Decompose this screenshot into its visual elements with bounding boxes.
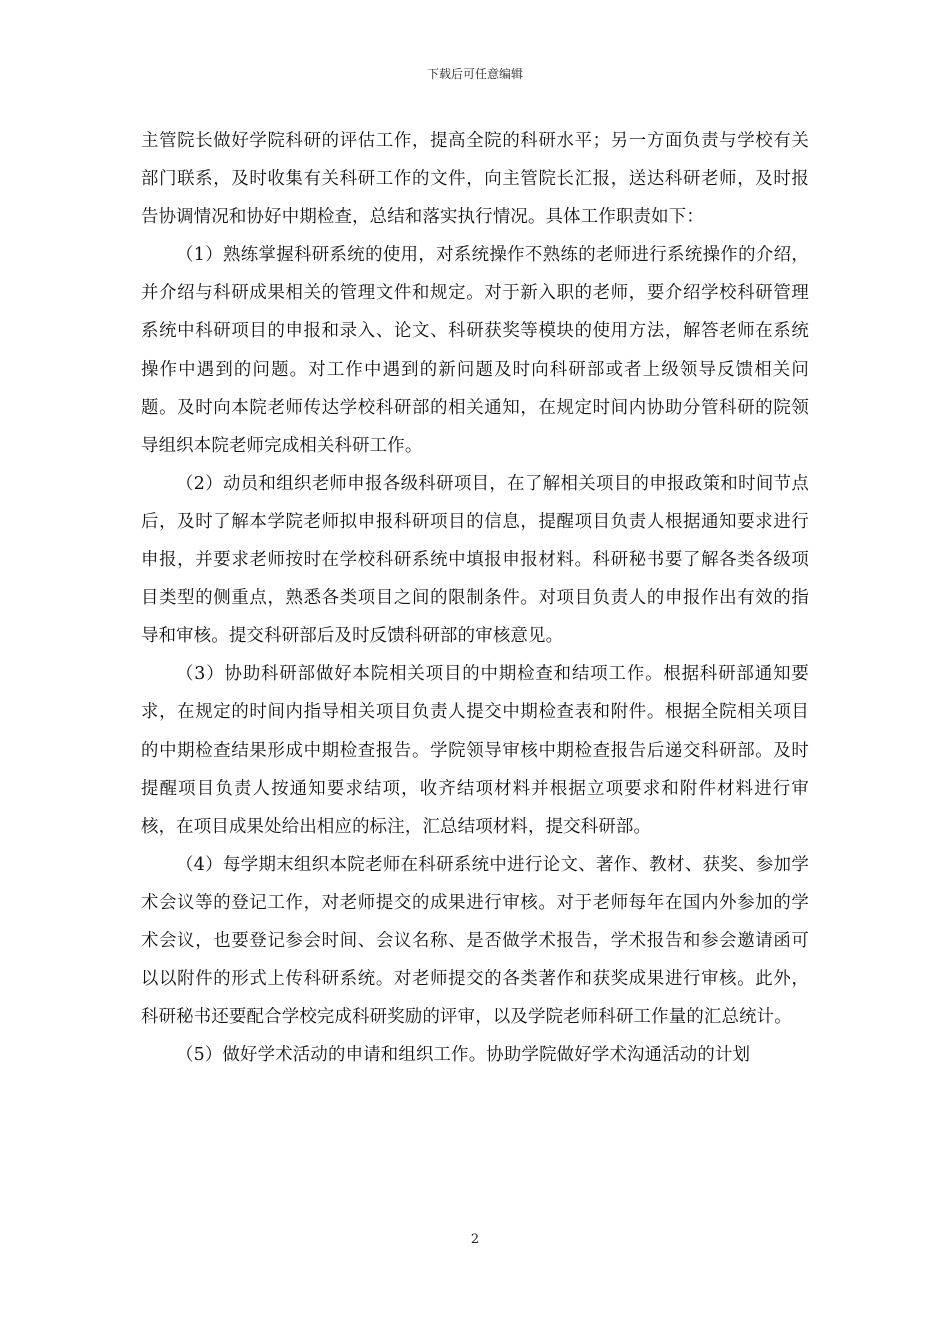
document-body [141, 122, 809, 1074]
page-header: 下载后可任意编辑 [426, 67, 523, 81]
body-paragraph-continued: 主管院长做好学院科研的评估工作，提高全院的科研水平；另一方面负责与学校有关部门联系，及时收集有关科研工作的文件，向主管院长汇报，送达科研老师，及时报告协调情况和协好中期检查，总结和落实执行情况。具体工作职责如下： [141, 131, 809, 228]
body-paragraph-item-5: （5）做好学术活动的申请和组织工作。协助学院做好学术沟通活动的计划 [176, 1045, 751, 1066]
body-paragraph-item-3: （3）协助科研部做好本院相关项目的中期检查和结项工作。根据科研部通知要求，在规定的时间内指导相关项目负责人提交中期检查表和附件。根据全院相关项目的中期检查结果形成中期检查报告。学院领导审核中期检查报告后递交科研部。及时提醒项目负责人按通知要求结项，收齐结项材料并根据立项要求和附件材料进行审核，在项目成果处给出相应的标注，汇总结项材料，提交科研部。 [141, 664, 809, 837]
body-paragraph-item-4: （4）每学期末组织本院老师在科研系统中进行论文、著作、教材、获奖、参加学术会议等的登记工作，对老师提交的成果进行审核。对于老师每年在国内外参加的学术会议，也要登记参会时间、会议名称、是否做学术报告，学术报告和参会邀请函可以以附件的形式上传科研系统。对老师提交的各类著作和获奖成果进行审核。此外，科研秘书还要配合学校完成科研奖励的评审，以及学院老师科研工作量的汇总统计。 [141, 854, 809, 1028]
body-paragraph-item-2: （2）动员和组织老师申报各级科研项目，在了解相关项目的申报政策和时间节点后，及时了解本学院老师拟申报科研项目的信息，提醒项目负责人根据通知要求进行申报，并要求老师按时在学校科研系统中填报申报材料。科研秘书要了解各类各级项目类型的侧重点，熟悉各类项目之间的限制条件。对项目负责人的申报作出有效的指导和审核。提交科研部后及时反馈科研部的审核意见。 [141, 473, 809, 647]
page-number: 2 [470, 1232, 480, 1247]
body-paragraph-item-1: （1）熟练掌握科研系统的使用，对系统操作不熟练的老师进行系统操作的介绍，并介绍与科研成果相关的管理文件和规定。对于新入职的老师，要介绍学校科研管理系统中科研项目的申报和录入、论文、科研获奖等模块的使用方法，解答老师在系统操作中遇到的问题。对工作中遇到的新问题及时向科研部或者上级领导反馈相关问题。及时向本院老师传达学校科研部的相关通知，在规定时间内协助分管科研的院领导组织本院老师完成相关科研工作。 [141, 245, 809, 456]
